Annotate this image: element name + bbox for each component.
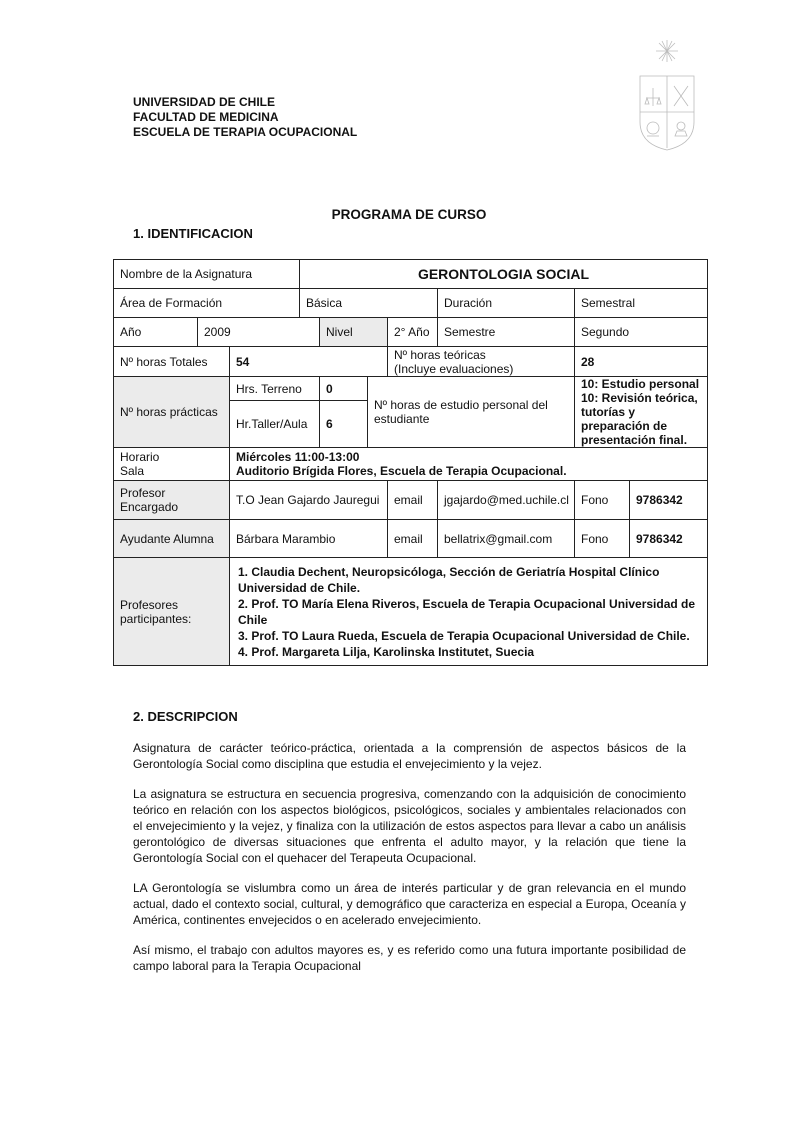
assistant-phone: 9786342 xyxy=(630,520,708,558)
total-hours-label: Nº horas Totales xyxy=(114,347,230,377)
table-row xyxy=(114,377,708,401)
workshop-hours-value: 6 xyxy=(320,401,368,448)
description-paragraph: LA Gerontología se vislumbra como un área de interés particular y de gran relevancia en el mundo actual, dado el contexto social, cultural, y demográfico que caracteriza en especial a Europa, Oceanía y América, continentes envejecidos o en acelerado envejecimiento. xyxy=(133,881,686,927)
professor-email-label: email xyxy=(388,481,438,520)
workshop-hours-label: Hr.Taller/Aula xyxy=(230,401,320,448)
schedule-label-cell xyxy=(114,448,230,481)
subject-label: Nombre de la Asignatura xyxy=(114,260,300,289)
professor-email: jgajardo@med.uchile.cl xyxy=(438,481,575,520)
participant-item: 4. Prof. Margareta Lilja, Karolinska Institutet, Suecia xyxy=(238,644,535,659)
document-title: PROGRAMA DE CURSO xyxy=(331,207,487,222)
area-value: Básica xyxy=(300,289,438,318)
subject-value: GERONTOLOGIA SOCIAL xyxy=(300,260,708,289)
description-body xyxy=(133,740,686,988)
duration-label: Duración xyxy=(438,289,575,318)
participants-label: Profesores participantes: xyxy=(114,558,230,666)
professor-label: Profesor Encargado xyxy=(114,481,230,520)
total-hours-value: 54 xyxy=(230,347,388,377)
section-heading-description: 2. DESCRIPCION xyxy=(133,709,238,724)
assistant-email: bellatrix@gmail.com xyxy=(438,520,575,558)
table-row xyxy=(114,289,708,318)
field-hours-value: 0 xyxy=(320,377,368,401)
theory-hours-label-line2: (Incluye evaluaciones) xyxy=(394,361,514,376)
table-row xyxy=(114,448,708,481)
section-heading-identification: 1. IDENTIFICACION xyxy=(133,226,253,241)
assistant-name: Bárbara Marambio xyxy=(230,520,388,558)
faculty-name: FACULTAD DE MEDICINA xyxy=(133,110,279,124)
table-row xyxy=(114,520,708,558)
participant-item: 1. Claudia Dechent, Neuropsicóloga, Sección de Geriatría Hospital Clínico Universidad de Chile. xyxy=(238,564,660,595)
participant-item: 2. Prof. TO María Elena Riveros, Escuela de Terapia Ocupacional Universidad de Chile xyxy=(238,596,696,627)
star-burst-icon xyxy=(656,40,678,62)
participant-item: 3. Prof. TO Laura Rueda, Escuela de Terapia Ocupacional Universidad de Chile. xyxy=(238,628,690,643)
university-name: UNIVERSIDAD DE CHILE xyxy=(133,95,276,109)
table-row xyxy=(114,347,708,377)
theory-hours-label xyxy=(388,347,575,377)
field-hours-label: Hrs. Terreno xyxy=(230,377,320,401)
assistant-email-label: email xyxy=(388,520,438,558)
theory-hours-label-line1: Nº horas teóricas xyxy=(394,347,486,362)
semester-label: Semestre xyxy=(438,318,575,347)
year-label: Año xyxy=(114,318,198,347)
table-row xyxy=(114,558,708,666)
schedule-label: Horario xyxy=(120,450,160,464)
assistant-phone-label: Fono xyxy=(575,520,630,558)
personal-study-label: Nº horas de estudio personal del estudiante xyxy=(368,377,575,448)
assistant-label: Ayudante Alumna xyxy=(114,520,230,558)
practical-hours-label: Nº horas prácticas xyxy=(114,377,230,448)
personal-study-line1: 10: Estudio personal xyxy=(581,377,700,391)
personal-study-line2: 10: Revisión teórica, tutorías y preparación de presentación final. xyxy=(581,391,698,447)
participants-list xyxy=(230,558,708,666)
description-paragraph: La asignatura se estructura en secuencia progresiva, comenzando con la adquisición de conocimiento teórico en relación con los aspectos biológicos, psicológicos, sociales y ambientales relacionados con el envejecimiento y la vejez, y finaliza con la utilización de estos aspectos para llevar a cabo un análisis gerontológico de diversas situaciones que enfrenta el adulto mayor, y la relación que tiene la Gerontología Social con el quehacer del Terapeuta Ocupacional. xyxy=(133,787,686,865)
level-value: 2° Año xyxy=(388,318,438,347)
schedule-value-cell xyxy=(230,448,708,481)
year-value: 2009 xyxy=(198,318,320,347)
table-row xyxy=(114,318,708,347)
institution-header xyxy=(133,95,357,140)
professor-name: T.O Jean Gajardo Jauregui xyxy=(230,481,388,520)
schedule-value: Miércoles 11:00-13:00 xyxy=(236,450,360,464)
description-paragraph: Así mismo, el trabajo con adultos mayores es, y es referido como una futura importante posibilidad de campo laboral para la Terapia Ocupacional xyxy=(133,943,686,973)
university-seal-icon xyxy=(630,36,704,152)
table-row xyxy=(114,260,708,289)
room-label: Sala xyxy=(120,464,145,478)
professor-phone-label: Fono xyxy=(575,481,630,520)
room-value: Auditorio Brígida Flores, Escuela de Terapia Ocupacional. xyxy=(236,464,567,478)
semester-value: Segundo xyxy=(575,318,708,347)
duration-value: Semestral xyxy=(575,289,708,318)
professor-phone: 9786342 xyxy=(630,481,708,520)
description-paragraph: Asignatura de carácter teórico-práctica, orientada a la comprensión de aspectos básicos de la Gerontología Social como disciplina que estudia el envejecimiento y la vejez. xyxy=(133,741,686,771)
theory-hours-value: 28 xyxy=(575,347,708,377)
level-label: Nivel xyxy=(320,318,388,347)
area-label: Área de Formación xyxy=(114,289,300,318)
identification-table xyxy=(113,259,708,666)
school-name: ESCUELA DE TERAPIA OCUPACIONAL xyxy=(133,125,358,139)
personal-study-value xyxy=(575,377,708,448)
table-row xyxy=(114,481,708,520)
